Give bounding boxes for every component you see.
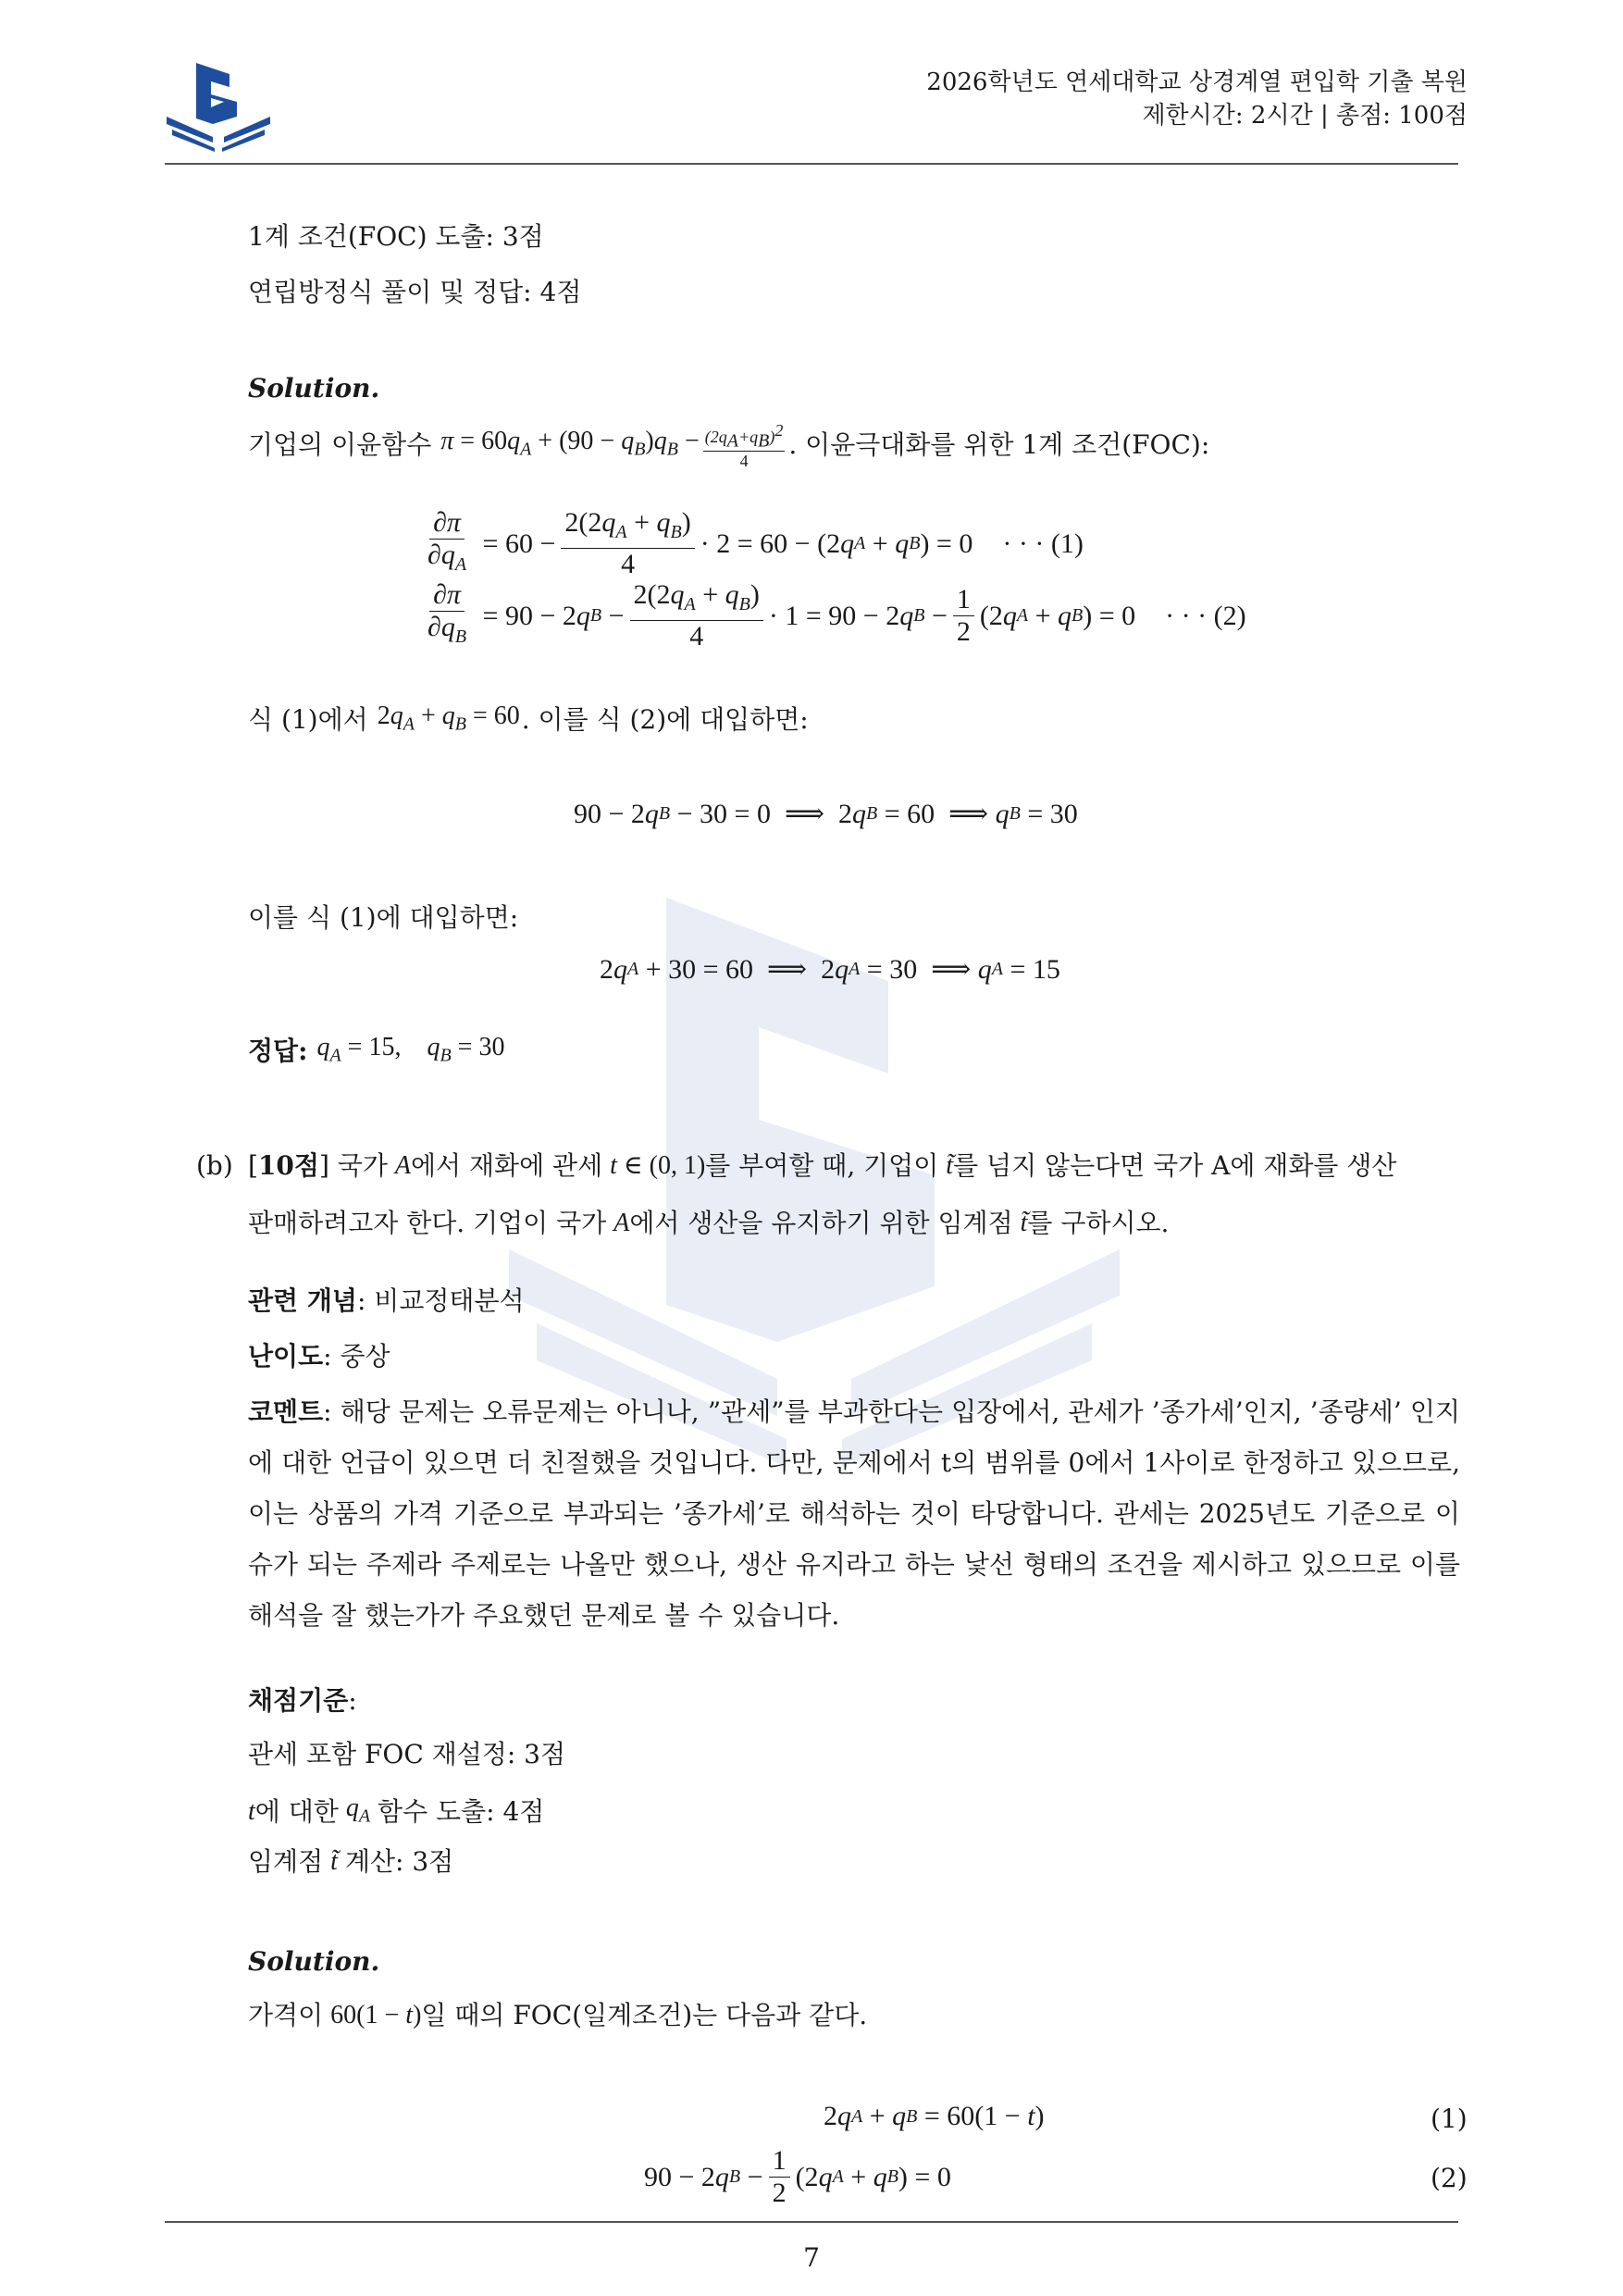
grading-colon: : — [348, 1685, 357, 1716]
from-eq1-line: 식 (1)에서 $2q_A + q_B = 60$ . 이를 식 (2)에 대입하면: — [248, 698, 809, 743]
q1d: 를 넘지 않는다면 국가 A에 재화를 생산 — [953, 1150, 1397, 1181]
grading-heading — [248, 1682, 357, 1719]
intro-prefix: 기업의 이윤함수 — [248, 429, 432, 461]
difficulty-value: : 중상 — [323, 1341, 390, 1371]
substitution-chain-b: 90 − 2 q B − 30 = 0 ⟹ 2 q B = 60 ⟹ q B = 30 — [574, 798, 1078, 829]
part-b-question-line1: [ 10점 ] 국가 A 에서 재화에 관세 t ∈ (0, 1) 를 부여할 때, 기업이 t̃ 를 넘지 않는다면 국가 A에 재화를 생산 — [248, 1148, 1396, 1185]
sol-b-prefix: 가격이 — [248, 2000, 324, 2030]
grading-2-suffix: 함수 도출: 4점 — [378, 1796, 545, 1828]
intro-suffix: . 이윤극대화를 위한 1계 조건(FOC): — [788, 429, 1210, 461]
substitute-back-text: 이를 식 (1)에 대입하면: — [248, 902, 519, 933]
concept-label: 관련 개념 — [248, 1285, 357, 1316]
publisher-logo — [165, 59, 272, 152]
part-b-points: 10점 — [257, 1150, 319, 1181]
grading-foc: 1계 조건(FOC) 도출: 3점 — [248, 221, 544, 252]
solution-b-heading: Solution. — [248, 1946, 380, 1977]
difficulty-label: 난이도 — [248, 1341, 324, 1371]
grading-3-prefix: 임계점 — [248, 1846, 324, 1877]
substitution-chain-a: 2 q A + 30 = 60 ⟹ 2 q A = 30 ⟹ q A = 15 — [600, 953, 1060, 985]
concept-value: : 비교정태분석 — [356, 1285, 525, 1316]
q2a: 판매하려고자 한다. 기업이 국가 — [248, 1208, 607, 1238]
grading-3-suffix: 계산: 3점 — [344, 1846, 454, 1877]
foc-equation-2: $\frac{\partial\pi}{\partial q_B}$ = 90 − 2 q B − $\frac{2(2q_A + q_B)}{4}$ · 1 = 90 − 2 q B − $\frac{1}{2}$ (2 q A + q B ) = 0 · · · (2) — [427, 579, 1246, 652]
grading-2-mid: 에 대한 — [254, 1796, 339, 1828]
tariff-foc-tag-1: (1) — [1431, 2104, 1468, 2134]
page-number: 7 — [803, 2242, 820, 2273]
footer-rule — [165, 2221, 1458, 2223]
tariff-foc-2: 90 − 2 q B − $\frac{1}{2}$ (2 q A + q B ) = 0 — [644, 2145, 951, 2208]
tariff-foc-tag-2: (2) — [1431, 2163, 1468, 2193]
answer-line: 정답: $q_A = 15$, $q_B = 30$ — [248, 1029, 504, 1074]
q2c: 를 구하시오. — [1027, 1208, 1170, 1238]
from-eq1-suffix: . 이를 식 (2)에 대입하면: — [521, 704, 809, 736]
grading-label: 채점기준 — [248, 1685, 349, 1716]
concept-line — [248, 1283, 525, 1320]
solution-heading: Solution. — [248, 373, 380, 403]
header-title: 2026학년도 연세대학교 상경계열 편입학 기출 복원 — [926, 68, 1468, 96]
part-b-label: (b) — [196, 1150, 233, 1181]
comment-text: : 해당 문제는 오류문제는 아니나, ”관세”를 부과한다는 입장에서, 관세가 ’종가세’인지, ’종량세’ 인지에 대한 언급이 있으면 더 친절했을 것입니다. 다만, 문제에서 t의 범위를 0에서 1사이로 한정하고 있으므로, 이는 상품의 가격 기준으로 부과되는 ’종가세’로 해석하는 것이 타당합니다. 관세는 2025년도 기준으로 이슈가 되는 주제라 주제로는 나올만 했으나, 생산 유지라고 하는 낯선 형태의 조건을 제시하고 있으므로 이를 해석을 잘 했는가가 주요했던 문제로 볼 수 있습니다. — [248, 1396, 1460, 1631]
part-b-question-line2: 판매하려고자 한다. 기업이 국가 A 에서 생산을 유지하기 위한 임계점 t̃ 를 구하시오. — [248, 1205, 1169, 1242]
grading-solve: 연립방정식 풀이 및 정답: 4점 — [248, 277, 582, 307]
foc-equation-1: $\frac{\partial\pi}{\partial q_A}$ = 60 − $\frac{2(2q_A + q_B)}{4}$ · 2 = 60 − (2 q A + q B ) = 0 · · · (1) — [427, 507, 1084, 579]
header-rule — [165, 163, 1458, 165]
difficulty-line — [248, 1338, 390, 1375]
from-eq1-prefix: 식 (1)에서 — [248, 704, 368, 736]
eq2-tag: · · · (2) — [1165, 600, 1246, 631]
profit-function-line: 기업의 이윤함수 $\pi = 60q_A + (90 - q_B)q_B$ − $\frac{(2q_A+q_B)^2}{4}$ . 이윤극대화를 위한 1계 조건(FOC): — [248, 421, 1210, 470]
header-subtitle: 제한시간: 2시간 | 총점: 100점 — [1142, 102, 1468, 130]
q1c: 를 부여할 때, 기업이 — [705, 1150, 939, 1181]
q2b: 에서 생산을 유지하기 위한 임계점 — [629, 1208, 1013, 1238]
grading-item-1: 관세 포함 FOC 재설정: 3점 — [248, 1739, 566, 1769]
grading-item-2: t 에 대한 $q_A$ 함수 도출: 4점 — [248, 1790, 544, 1835]
grading-item-3: 임계점 t̃ 계산: 3점 — [248, 1843, 453, 1880]
comment-paragraph — [248, 1386, 1460, 1641]
sol-b-suffix: 일 때의 FOC(일계조건)는 다음과 같다. — [421, 2000, 868, 2030]
tariff-foc-1: 2 q A + q B = 60(1 − t ) — [824, 2101, 1045, 2131]
eq1-tag: · · · (1) — [1002, 527, 1084, 559]
answer-label: 정답: — [248, 1036, 308, 1067]
solution-b-intro: 가격이 60(1 − t) 일 때의 FOC(일계조건)는 다음과 같다. — [248, 1997, 867, 2034]
q1b: 에서 재화에 관세 — [411, 1150, 603, 1181]
q1a: 국가 — [337, 1150, 388, 1181]
comment-label: 코멘트 — [248, 1396, 324, 1427]
